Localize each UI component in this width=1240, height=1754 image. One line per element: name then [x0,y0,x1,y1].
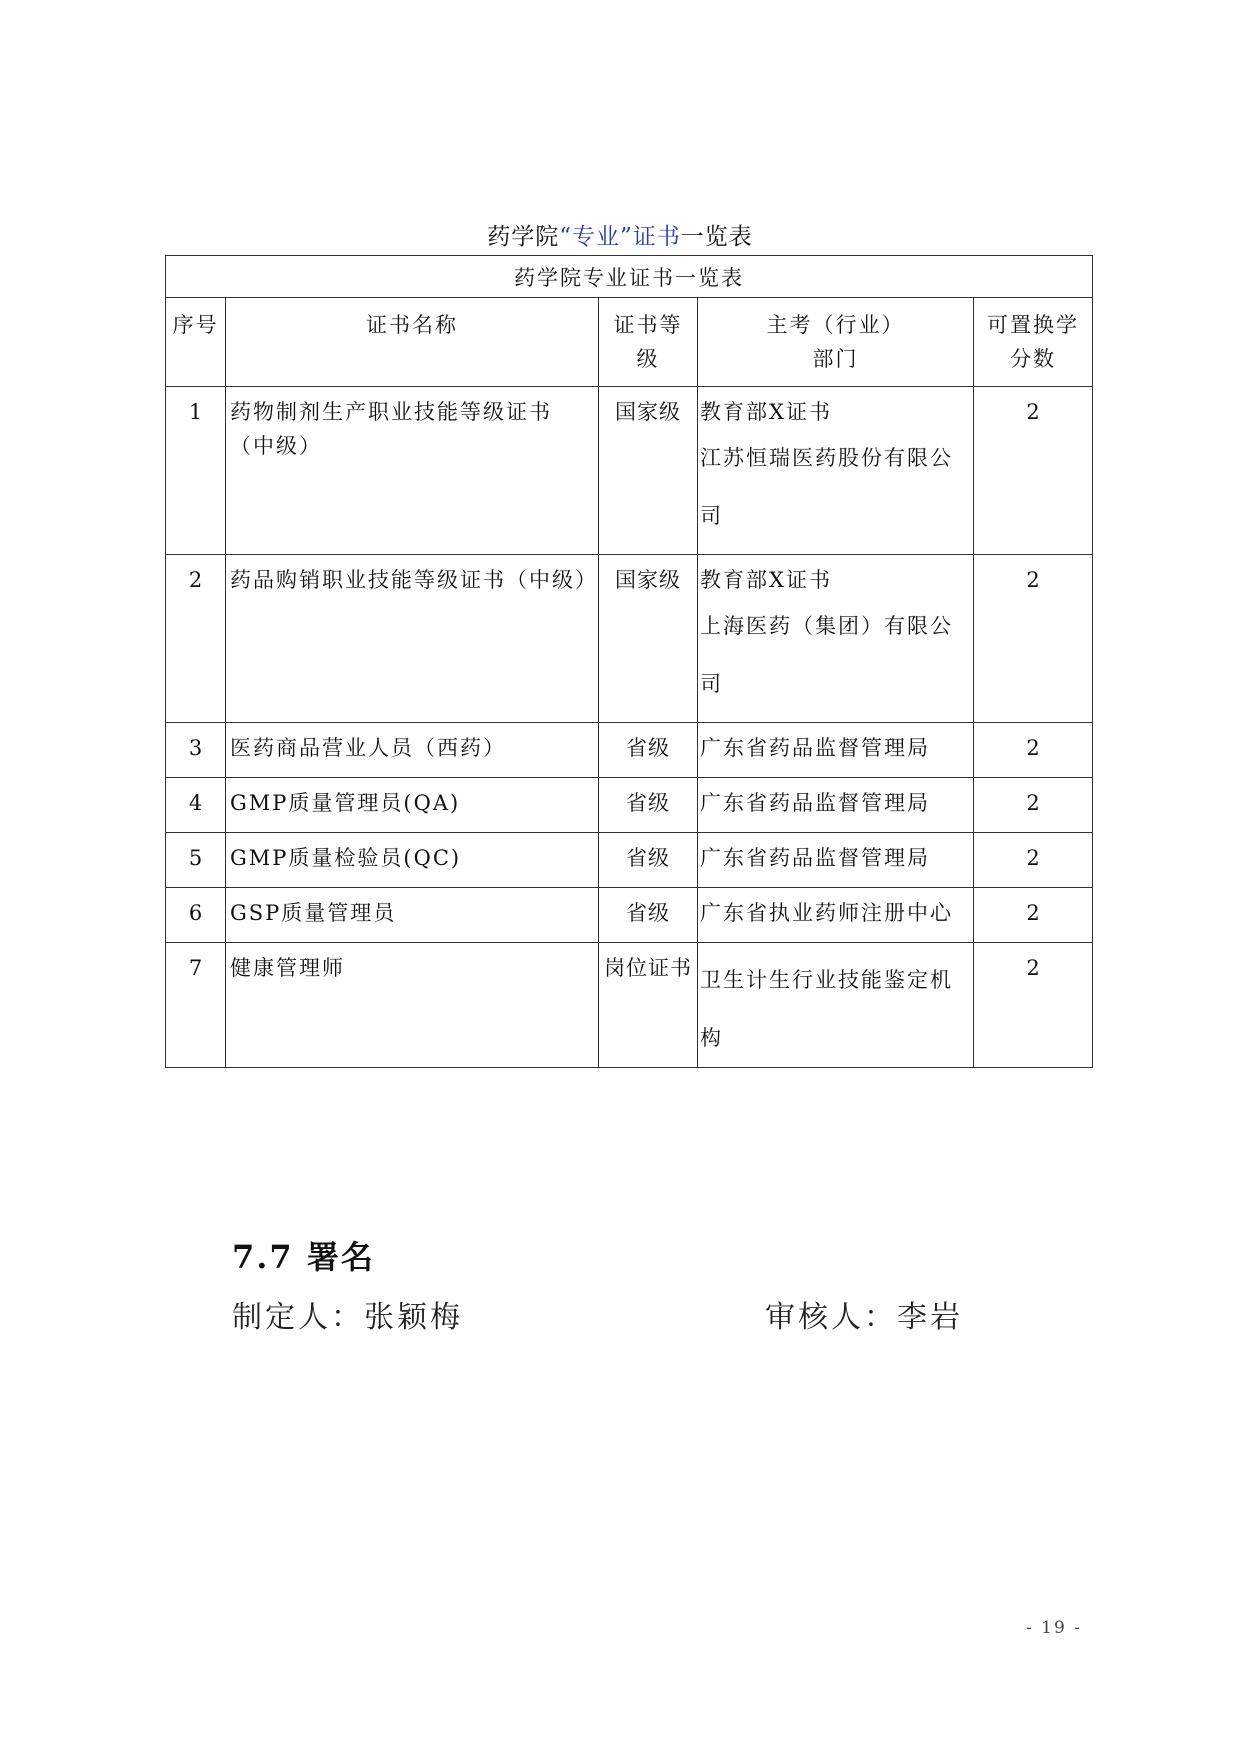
cell-no: 1 [166,387,226,555]
cell-score: 2 [974,833,1093,888]
table-row [166,888,1093,943]
section-heading: 7.7 署名 [232,1238,375,1276]
cell-name: GMP质量管理员(QA) [226,778,599,833]
header-name: 证书名称 [226,298,599,387]
cell-dept: 广东省执业药师注册中心 [698,888,974,943]
cell-score: 2 [974,555,1093,723]
table-row [166,387,1093,555]
cell-score: 2 [974,888,1093,943]
cell-dept: 广东省药品监督管理局 [698,833,974,888]
table-row [166,555,1093,723]
cell-name: GSP质量管理员 [226,888,599,943]
table-row [166,833,1093,888]
cell-level: 省级 [599,778,698,833]
header-dept: 主考（行业） 部门 [698,298,974,387]
cell-no: 6 [166,888,226,943]
cell-dept: 卫生计生行业技能鉴定机构 [698,943,974,1068]
cell-score: 2 [974,778,1093,833]
cell-dept: 教育部X证书 江苏恒瑞医药股份有限公司 [698,387,974,555]
table-title: 药学院专业证书一览表 [166,256,1093,298]
table-row [166,723,1093,778]
header-level: 证书等 级 [599,298,698,387]
cell-dept: 教育部X证书 上海医药（集团）有限公司 [698,555,974,723]
header-no: 序号 [166,298,226,387]
certificate-table [165,255,1093,1068]
cell-dept: 广东省药品监督管理局 [698,723,974,778]
cell-no: 4 [166,778,226,833]
table-header-row [166,298,1093,387]
cell-no: 2 [166,555,226,723]
reviewer-signature: 审核人：李岩 [765,1300,963,1335]
cell-level: 省级 [599,723,698,778]
cell-name: 健康管理师 [226,943,599,1068]
table-caption: 药学院“专业”证书一览表 [487,224,753,250]
cell-dept: 广东省药品监督管理局 [698,778,974,833]
cell-no: 3 [166,723,226,778]
page-number: - 19 - [1026,1618,1082,1638]
cell-no: 5 [166,833,226,888]
table-row [166,943,1093,1068]
header-score: 可置换学 分数 [974,298,1093,387]
cell-no: 7 [166,943,226,1068]
cell-level: 省级 [599,833,698,888]
cell-score: 2 [974,943,1093,1068]
cell-name: 医药商品营业人员（西药） [226,723,599,778]
cell-level: 国家级 [599,555,698,723]
cell-score: 2 [974,387,1093,555]
cell-name: 药物制剂生产职业技能等级证书（中级） [226,387,599,555]
cell-level: 省级 [599,888,698,943]
cell-level: 岗位证书 [599,943,698,1068]
cell-name: GMP质量检验员(QC) [226,833,599,888]
cell-name: 药品购销职业技能等级证书（中级） [226,555,599,723]
table-row [166,778,1093,833]
cell-score: 2 [974,723,1093,778]
caption-highlight: “专业”证书 [559,224,681,250]
author-signature: 制定人：张颖梅 [232,1300,463,1335]
cell-level: 国家级 [599,387,698,555]
